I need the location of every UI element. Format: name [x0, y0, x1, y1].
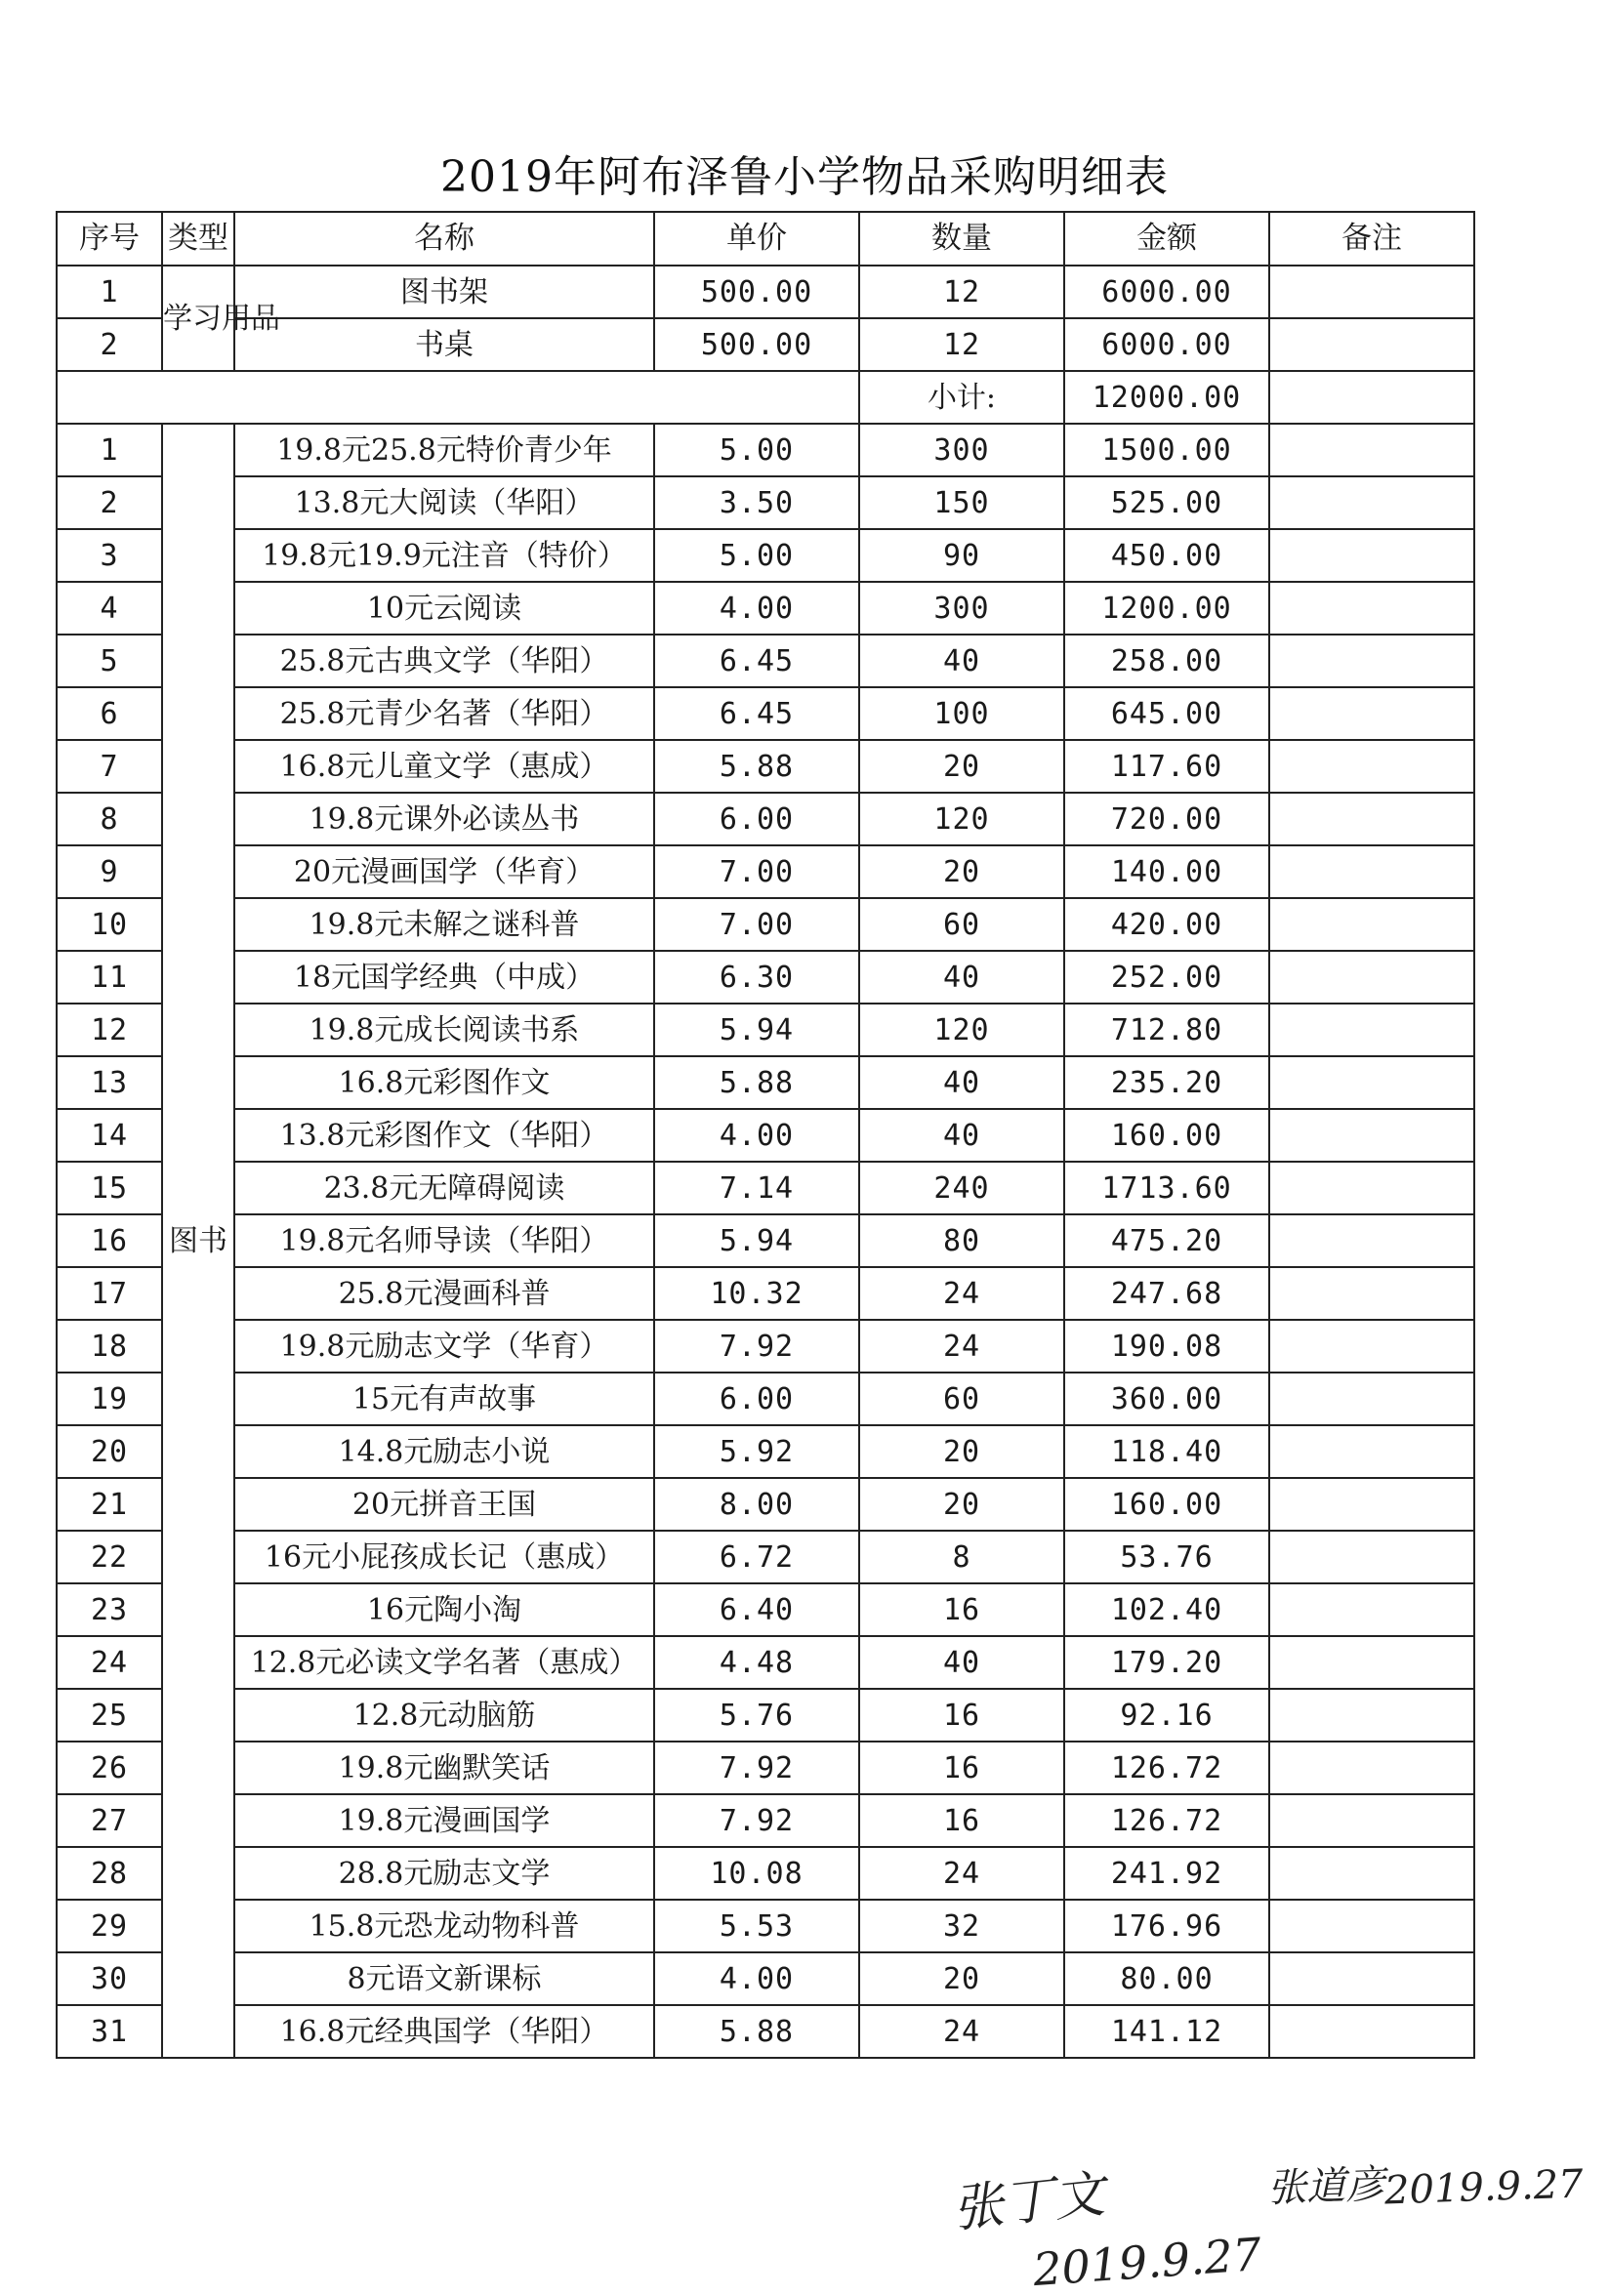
cell-amount: 6000.00	[1064, 318, 1269, 371]
table-row	[57, 2005, 1474, 2058]
cell-unit-price: 8.00	[654, 1478, 859, 1531]
cell-unit-price: 5.00	[654, 424, 859, 476]
cell-name: 19.8元漫画国学	[234, 1794, 654, 1847]
cell-name: 8元语文新课标	[234, 1952, 654, 2005]
cell-amount: 53.76	[1064, 1531, 1269, 1583]
cell-remarks	[1269, 1531, 1474, 1583]
cell-category-supplies: 学习用品	[162, 266, 234, 371]
cell-quantity: 40	[859, 1056, 1064, 1109]
cell-name: 19.8元励志文学（华育）	[234, 1320, 654, 1373]
table-row	[57, 1952, 1474, 2005]
cell-unit-price: 7.00	[654, 845, 859, 898]
table-row	[57, 1056, 1474, 1109]
cell-amount: 141.12	[1064, 2005, 1269, 2058]
cell-remarks	[1269, 687, 1474, 740]
cell-amount: 241.92	[1064, 1847, 1269, 1900]
cell-name: 书桌	[234, 318, 654, 371]
cell-name: 28.8元励志文学	[234, 1847, 654, 1900]
table-row	[57, 1162, 1474, 1214]
table-row	[57, 1531, 1474, 1583]
cell-name: 14.8元励志小说	[234, 1425, 654, 1478]
cell-seq: 27	[57, 1794, 162, 1847]
cell-seq: 29	[57, 1900, 162, 1952]
table-row	[57, 582, 1474, 635]
cell-remarks	[1269, 1109, 1474, 1162]
cell-seq: 10	[57, 898, 162, 951]
table-body	[57, 266, 1474, 2058]
cell-unit-price: 10.32	[654, 1267, 859, 1320]
cell-unit-price: 6.00	[654, 1373, 859, 1425]
cell-unit-price: 6.45	[654, 687, 859, 740]
cell-remarks	[1269, 582, 1474, 635]
cell-remarks	[1269, 266, 1474, 318]
cell-quantity: 100	[859, 687, 1064, 740]
cell-seq: 31	[57, 2005, 162, 2058]
cell-remarks	[1269, 1162, 1474, 1214]
cell-amount: 450.00	[1064, 529, 1269, 582]
cell-amount: 258.00	[1064, 635, 1269, 687]
cell-amount: 92.16	[1064, 1689, 1269, 1742]
cell-quantity: 40	[859, 1109, 1064, 1162]
table-row	[57, 266, 1474, 318]
cell-quantity: 16	[859, 1794, 1064, 1847]
cell-unit-price: 6.00	[654, 793, 859, 845]
table-row	[57, 1425, 1474, 1478]
cell-quantity: 20	[859, 1478, 1064, 1531]
cell-unit-price: 6.30	[654, 951, 859, 1004]
cell-seq: 13	[57, 1056, 162, 1109]
cell-name: 25.8元青少名著（华阳）	[234, 687, 654, 740]
subtotal-remarks	[1269, 371, 1474, 424]
cell-quantity: 20	[859, 845, 1064, 898]
table-row	[57, 1847, 1474, 1900]
cell-remarks	[1269, 740, 1474, 793]
cell-quantity: 16	[859, 1583, 1064, 1636]
cell-remarks	[1269, 1373, 1474, 1425]
cell-seq: 26	[57, 1742, 162, 1794]
cell-quantity: 40	[859, 635, 1064, 687]
cell-quantity: 80	[859, 1214, 1064, 1267]
cell-amount: 712.80	[1064, 1004, 1269, 1056]
table-row	[57, 635, 1474, 687]
cell-quantity: 20	[859, 1425, 1064, 1478]
cell-unit-price: 4.00	[654, 1952, 859, 2005]
cell-amount: 475.20	[1064, 1214, 1269, 1267]
header-unit-price: 单价	[654, 212, 859, 266]
cell-quantity: 300	[859, 582, 1064, 635]
header-seq: 序号	[57, 212, 162, 266]
cell-unit-price: 5.00	[654, 529, 859, 582]
table-row	[57, 1794, 1474, 1847]
cell-amount: 126.72	[1064, 1794, 1269, 1847]
cell-unit-price: 4.00	[654, 1109, 859, 1162]
cell-unit-price: 5.88	[654, 1056, 859, 1109]
table-row	[57, 793, 1474, 845]
cell-unit-price: 5.92	[654, 1425, 859, 1478]
cell-name: 15元有声故事	[234, 1373, 654, 1425]
cell-remarks	[1269, 1794, 1474, 1847]
table-row	[57, 529, 1474, 582]
cell-remarks	[1269, 1056, 1474, 1109]
cell-unit-price: 3.50	[654, 476, 859, 529]
cell-remarks	[1269, 793, 1474, 845]
cell-name: 18元国学经典（中成）	[234, 951, 654, 1004]
cell-seq: 19	[57, 1373, 162, 1425]
table-row	[57, 1004, 1474, 1056]
cell-seq: 12	[57, 1004, 162, 1056]
table-row	[57, 1373, 1474, 1425]
cell-name: 13.8元彩图作文（华阳）	[234, 1109, 654, 1162]
cell-name: 16.8元彩图作文	[234, 1056, 654, 1109]
cell-seq: 21	[57, 1478, 162, 1531]
cell-remarks	[1269, 898, 1474, 951]
cell-name: 20元拼音王国	[234, 1478, 654, 1531]
cell-seq: 9	[57, 845, 162, 898]
cell-remarks	[1269, 2005, 1474, 2058]
cell-quantity: 16	[859, 1689, 1064, 1742]
cell-amount: 126.72	[1064, 1742, 1269, 1794]
cell-seq: 14	[57, 1109, 162, 1162]
cell-amount: 1500.00	[1064, 424, 1269, 476]
cell-remarks	[1269, 951, 1474, 1004]
cell-name: 20元漫画国学（华育）	[234, 845, 654, 898]
cell-seq: 18	[57, 1320, 162, 1373]
signature-1: 张丁文	[949, 2164, 1108, 2239]
cell-amount: 160.00	[1064, 1478, 1269, 1531]
cell-amount: 1200.00	[1064, 582, 1269, 635]
cell-amount: 6000.00	[1064, 266, 1269, 318]
cell-amount: 160.00	[1064, 1109, 1269, 1162]
subtotal-row	[57, 371, 1474, 424]
cell-remarks	[1269, 845, 1474, 898]
cell-remarks	[1269, 1847, 1474, 1900]
cell-remarks	[1269, 1214, 1474, 1267]
table-row	[57, 687, 1474, 740]
cell-remarks	[1269, 1478, 1474, 1531]
cell-quantity: 60	[859, 1373, 1064, 1425]
header-name: 名称	[234, 212, 654, 266]
cell-name: 19.8元25.8元特价青少年	[234, 424, 654, 476]
cell-quantity: 150	[859, 476, 1064, 529]
cell-unit-price: 7.14	[654, 1162, 859, 1214]
cell-seq: 11	[57, 951, 162, 1004]
cell-remarks	[1269, 424, 1474, 476]
table-row	[57, 898, 1474, 951]
cell-remarks	[1269, 1742, 1474, 1794]
cell-unit-price: 5.94	[654, 1004, 859, 1056]
table-row	[57, 845, 1474, 898]
cell-quantity: 120	[859, 1004, 1064, 1056]
header-row	[57, 212, 1474, 266]
cell-name: 19.8元幽默笑话	[234, 1742, 654, 1794]
table-row	[57, 1320, 1474, 1373]
subtotal-value: 12000.00	[1064, 371, 1269, 424]
cell-amount: 420.00	[1064, 898, 1269, 951]
cell-unit-price: 500.00	[654, 266, 859, 318]
table-row	[57, 1109, 1474, 1162]
cell-remarks	[1269, 1267, 1474, 1320]
cell-amount: 179.20	[1064, 1636, 1269, 1689]
cell-amount: 80.00	[1064, 1952, 1269, 2005]
cell-quantity: 240	[859, 1162, 1064, 1214]
cell-name: 19.8元名师导读（华阳）	[234, 1214, 654, 1267]
subtotal-spacer	[57, 371, 859, 424]
cell-name: 16元小屁孩成长记（惠成）	[234, 1531, 654, 1583]
cell-unit-price: 7.92	[654, 1794, 859, 1847]
cell-amount: 102.40	[1064, 1583, 1269, 1636]
cell-name: 19.8元课外必读丛书	[234, 793, 654, 845]
cell-seq: 20	[57, 1425, 162, 1478]
cell-seq: 1	[57, 266, 162, 318]
cell-unit-price: 6.72	[654, 1531, 859, 1583]
cell-seq: 1	[57, 424, 162, 476]
cell-name: 12.8元必读文学名著（惠成）	[234, 1636, 654, 1689]
cell-unit-price: 4.00	[654, 582, 859, 635]
cell-quantity: 24	[859, 2005, 1064, 2058]
cell-quantity: 20	[859, 1952, 1064, 2005]
table-row	[57, 740, 1474, 793]
cell-quantity: 40	[859, 951, 1064, 1004]
cell-unit-price: 7.00	[654, 898, 859, 951]
cell-unit-price: 4.48	[654, 1636, 859, 1689]
cell-amount: 720.00	[1064, 793, 1269, 845]
cell-unit-price: 5.88	[654, 740, 859, 793]
table-row	[57, 1267, 1474, 1320]
subtotal-label: 小计:	[859, 371, 1064, 424]
cell-amount: 360.00	[1064, 1373, 1269, 1425]
cell-quantity: 12	[859, 266, 1064, 318]
cell-remarks	[1269, 529, 1474, 582]
cell-quantity: 20	[859, 740, 1064, 793]
cell-name: 19.8元19.9元注音（特价）	[234, 529, 654, 582]
cell-remarks	[1269, 635, 1474, 687]
cell-name: 图书架	[234, 266, 654, 318]
cell-seq: 30	[57, 1952, 162, 2005]
cell-name: 16.8元经典国学（华阳）	[234, 2005, 654, 2058]
cell-name: 13.8元大阅读（华阳）	[234, 476, 654, 529]
cell-quantity: 24	[859, 1267, 1064, 1320]
cell-name: 15.8元恐龙动物科普	[234, 1900, 654, 1952]
cell-quantity: 40	[859, 1636, 1064, 1689]
header-quantity: 数量	[859, 212, 1064, 266]
cell-seq: 8	[57, 793, 162, 845]
cell-unit-price: 7.92	[654, 1320, 859, 1373]
cell-name: 16.8元儿童文学（惠成）	[234, 740, 654, 793]
cell-name: 12.8元动脑筋	[234, 1689, 654, 1742]
cell-seq: 16	[57, 1214, 162, 1267]
cell-name: 19.8元成长阅读书系	[234, 1004, 654, 1056]
cell-quantity: 60	[859, 898, 1064, 951]
cell-seq: 23	[57, 1583, 162, 1636]
cell-name: 25.8元漫画科普	[234, 1267, 654, 1320]
cell-name: 10元云阅读	[234, 582, 654, 635]
table-row	[57, 1478, 1474, 1531]
cell-amount: 252.00	[1064, 951, 1269, 1004]
cell-seq: 5	[57, 635, 162, 687]
cell-remarks	[1269, 1004, 1474, 1056]
cell-seq: 2	[57, 476, 162, 529]
cell-amount: 117.60	[1064, 740, 1269, 793]
cell-quantity: 24	[859, 1847, 1064, 1900]
cell-quantity: 8	[859, 1531, 1064, 1583]
cell-remarks	[1269, 1583, 1474, 1636]
table-row	[57, 424, 1474, 476]
cell-amount: 645.00	[1064, 687, 1269, 740]
cell-seq: 3	[57, 529, 162, 582]
table-row	[57, 1742, 1474, 1794]
cell-amount: 247.68	[1064, 1267, 1269, 1320]
cell-category-books: 图书	[162, 424, 234, 2058]
cell-unit-price: 6.40	[654, 1583, 859, 1636]
cell-amount: 176.96	[1064, 1900, 1269, 1952]
cell-seq: 24	[57, 1636, 162, 1689]
cell-amount: 140.00	[1064, 845, 1269, 898]
purchase-table	[56, 211, 1475, 2059]
cell-quantity: 300	[859, 424, 1064, 476]
cell-unit-price: 5.94	[654, 1214, 859, 1267]
cell-remarks	[1269, 1320, 1474, 1373]
cell-quantity: 32	[859, 1900, 1064, 1952]
cell-seq: 28	[57, 1847, 162, 1900]
signature-2: 张道彦	[1266, 2161, 1385, 2212]
cell-unit-price: 500.00	[654, 318, 859, 371]
table-row	[57, 1214, 1474, 1267]
header-remarks: 备注	[1269, 212, 1474, 266]
table-row	[57, 476, 1474, 529]
table-row	[57, 1583, 1474, 1636]
cell-name: 16元陶小淘	[234, 1583, 654, 1636]
header-amount: 金额	[1064, 212, 1269, 266]
cell-unit-price: 7.92	[654, 1742, 859, 1794]
signature-1-date: 2019.9.27	[1031, 2227, 1263, 2296]
cell-remarks	[1269, 1952, 1474, 2005]
cell-quantity: 90	[859, 529, 1064, 582]
cell-quantity: 24	[859, 1320, 1064, 1373]
cell-remarks	[1269, 318, 1474, 371]
cell-amount: 1713.60	[1064, 1162, 1269, 1214]
signature-2-date: 2019.9.27	[1383, 2161, 1585, 2214]
cell-seq: 25	[57, 1689, 162, 1742]
cell-quantity: 120	[859, 793, 1064, 845]
cell-name: 25.8元古典文学（华阳）	[234, 635, 654, 687]
table-row	[57, 1900, 1474, 1952]
table-row	[57, 1689, 1474, 1742]
header-category: 类型	[162, 212, 234, 266]
cell-remarks	[1269, 476, 1474, 529]
cell-name: 19.8元未解之谜科普	[234, 898, 654, 951]
cell-remarks	[1269, 1900, 1474, 1952]
cell-seq: 6	[57, 687, 162, 740]
cell-name: 23.8元无障碍阅读	[234, 1162, 654, 1214]
table-row	[57, 1636, 1474, 1689]
cell-seq: 2	[57, 318, 162, 371]
cell-quantity: 12	[859, 318, 1064, 371]
cell-amount: 190.08	[1064, 1320, 1269, 1373]
cell-remarks	[1269, 1425, 1474, 1478]
cell-amount: 525.00	[1064, 476, 1269, 529]
table-row	[57, 951, 1474, 1004]
cell-remarks	[1269, 1636, 1474, 1689]
cell-unit-price: 10.08	[654, 1847, 859, 1900]
cell-unit-price: 5.88	[654, 2005, 859, 2058]
document-title: 2019年阿布泽鲁小学物品采购明细表	[440, 152, 1169, 202]
cell-seq: 7	[57, 740, 162, 793]
cell-seq: 22	[57, 1531, 162, 1583]
cell-amount: 235.20	[1064, 1056, 1269, 1109]
cell-amount: 118.40	[1064, 1425, 1269, 1478]
cell-remarks	[1269, 1689, 1474, 1742]
cell-seq: 17	[57, 1267, 162, 1320]
cell-unit-price: 5.76	[654, 1689, 859, 1742]
cell-unit-price: 6.45	[654, 635, 859, 687]
cell-unit-price: 5.53	[654, 1900, 859, 1952]
cell-seq: 4	[57, 582, 162, 635]
cell-seq: 15	[57, 1162, 162, 1214]
cell-quantity: 16	[859, 1742, 1064, 1794]
